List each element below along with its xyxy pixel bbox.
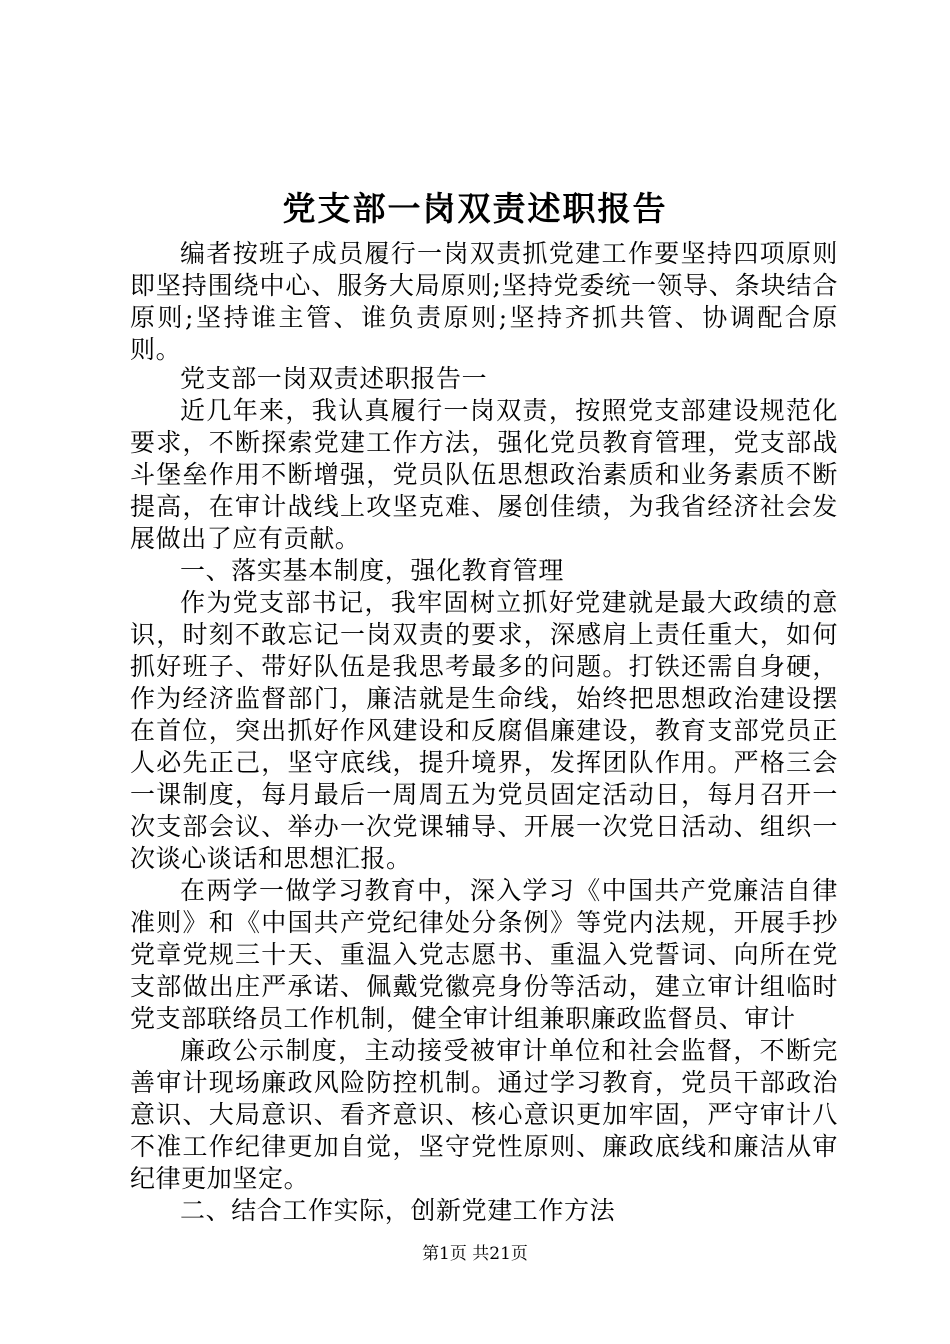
body-paragraph: 作为党支部书记，我牢固树立抓好党建就是最大政绩的意识，时刻不敢忘记一岗双责的要求，深感肩上责任重大，如何抓好班子、带好队伍是我思考最多的问题。打铁还需自身硬，作为经济监督部门，廉洁就是生命线，始终把思想政治建设摆在首位，突出抓好作风建设和反腐倡廉建设，教育支部党员正人必先正己，坚守底线，提升境界，发挥团队作用。严格三会一课制度，每月最后一周周五为党员固定活动日，每月召开一次支部会议、举办一次党课辅导、开展一次党日活动、组织一次谈心谈话和思想汇报。 <box>130 588 838 873</box>
document-title: 党支部一岗双责述职报告 <box>282 189 668 228</box>
page-number: 第1页 共21页 <box>422 1244 528 1264</box>
body-paragraph: 在两学一做学习教育中，深入学习《中国共产党廉洁自律准则》和《中国共产党纪律处分条例》等党内法规，开展手抄党章党规三十天、重温入党志愿书、重温入党誓词、向所在党支部做出庄严承诺、佩戴党徽亮身份等活动，建立审计组临时党支部联络员工作机制，健全审计组兼职廉政监督员、审计 <box>130 876 838 1033</box>
body-paragraph: 廉政公示制度，主动接受被审计单位和社会监督，不断完善审计现场廉政风险防控机制。通过学习教育，党员干部政治意识、大局意识、看齐意识、核心意识更加牢固，严守审计八不准工作纪律更加自觉，坚守党性原则、廉政底线和廉洁从审纪律更加坚定。 <box>130 1036 838 1193</box>
section-heading: 一、落实基本制度，强化教育管理 <box>180 556 565 585</box>
editor-note-paragraph: 编者按班子成员履行一岗双责抓党建工作要坚持四项原则即坚持围绕中心、服务大局原则;坚持党委统一领导、条块结合原则;坚持谁主管、谁负责原则;坚持齐抓共管、协调配合原则。 <box>130 239 838 364</box>
section-heading: 二、结合工作实际，创新党建工作方法 <box>180 1196 616 1225</box>
editor-note <box>130 238 838 366</box>
report-subtitle: 党支部一岗双责述职报告一 <box>180 364 488 393</box>
report-body <box>130 363 838 1227</box>
body-paragraph: 近几年来，我认真履行一岗双责，按照党支部建设规范化要求，不断探索党建工作方法，强化党员教育管理，党支部战斗堡垒作用不断增强，党员队伍思想政治素质和业务素质不断提高，在审计战线上攻坚克难、屡创佳绩，为我省经济社会发展做出了应有贡献。 <box>130 396 838 553</box>
